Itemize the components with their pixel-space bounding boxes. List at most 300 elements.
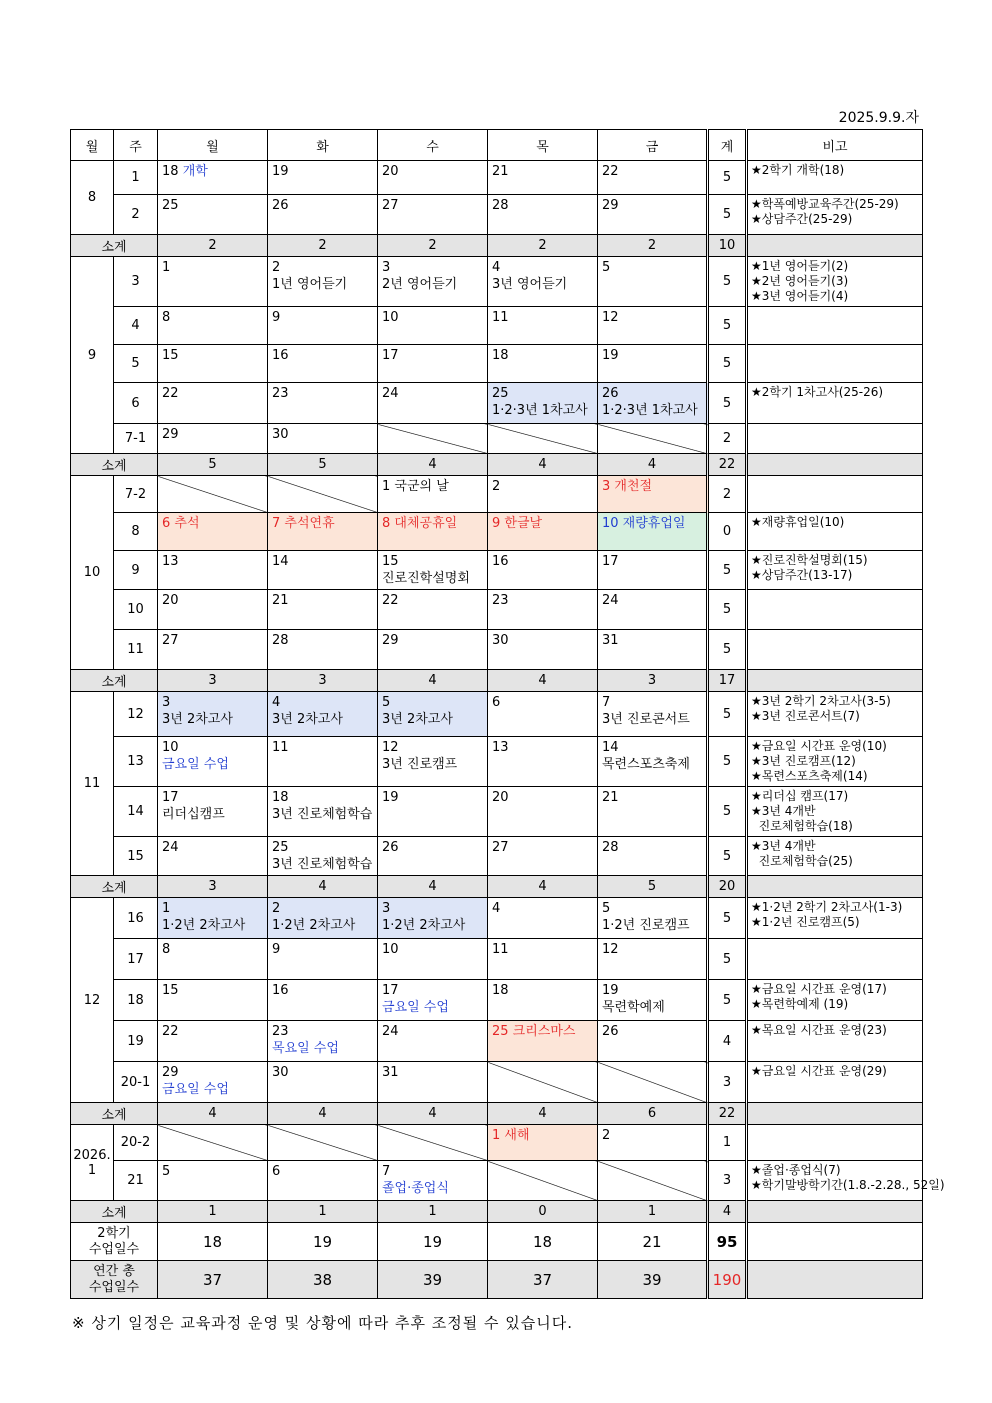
week-row xyxy=(71,737,923,787)
month-cell: 8 xyxy=(71,161,114,235)
day-cell-tue xyxy=(268,383,378,424)
header-sum: 계 xyxy=(708,130,747,161)
week-number: 20-1 xyxy=(114,1062,158,1103)
week-row xyxy=(71,787,923,837)
note-item: ★1·2년 2학기 2차고사(1-3) xyxy=(751,900,903,914)
day-event: 1년 영어듣기 xyxy=(272,277,348,292)
year-days-thu: 37 xyxy=(488,1261,598,1299)
note-item: ★학기말방학기간(1.8.-2.28., 52일) xyxy=(751,1178,945,1192)
note-item: ★3년 진로콘서트(7) xyxy=(751,709,860,723)
day-cell-fri xyxy=(598,692,708,737)
day-cell-tue xyxy=(268,939,378,980)
day-event: 리더십캠프 xyxy=(162,807,225,822)
day-number: 19 xyxy=(602,348,619,363)
note-item: 진로체험학습(25) xyxy=(751,854,853,868)
day-number: 16 xyxy=(272,983,289,998)
day-cell-fri xyxy=(598,980,708,1021)
day-cell-fri xyxy=(598,1021,708,1062)
week-number: 16 xyxy=(114,898,158,939)
subtotal-sum: 10 xyxy=(708,235,747,257)
day-cell-wed xyxy=(378,1161,488,1201)
week-row xyxy=(71,590,923,630)
subtotal-note xyxy=(747,454,923,476)
week-number: 15 xyxy=(114,837,158,876)
week-number: 11 xyxy=(114,630,158,670)
day-cell-wed xyxy=(378,692,488,737)
day-cell-tue xyxy=(268,898,378,939)
note-cell xyxy=(747,195,923,235)
day-event: 목련학예제 xyxy=(602,1000,665,1015)
day-cell-wed xyxy=(378,383,488,424)
day-cell-wed xyxy=(378,513,488,551)
month-cell: 11 xyxy=(71,692,114,876)
day-cell-fri xyxy=(598,345,708,383)
note-item: ★3년 4개반 xyxy=(751,839,816,853)
day-event: 1·2년 2차고사 xyxy=(382,918,466,933)
week-row xyxy=(71,161,923,195)
day-number: 7 추석연휴 xyxy=(272,516,335,531)
week-total: 5 xyxy=(708,257,747,307)
week-number: 3 xyxy=(114,257,158,307)
day-event: 금요일 수업 xyxy=(162,1082,229,1097)
header-tue: 화 xyxy=(268,130,378,161)
day-cell-thu xyxy=(488,1125,598,1161)
note-item: ★3년 진로캠프(12) xyxy=(751,754,856,768)
week-number: 12 xyxy=(114,692,158,737)
subtotal-label: 소계 xyxy=(71,454,158,476)
day-cell-tue xyxy=(268,257,378,307)
subtotal-fri: 3 xyxy=(598,670,708,692)
note-item: ★졸업·종업식(7) xyxy=(751,1163,841,1177)
month-cell: 2026. 1 xyxy=(71,1125,114,1201)
week-row xyxy=(71,383,923,424)
day-number: 9 한글날 xyxy=(492,516,543,531)
day-number: 5 xyxy=(602,260,611,275)
week-total: 5 xyxy=(708,939,747,980)
week-row xyxy=(71,1021,923,1062)
day-number: 3 개천절 xyxy=(602,479,653,494)
subtotal-sum: 20 xyxy=(708,876,747,898)
day-cell-mon xyxy=(158,513,268,551)
day-event: 1·2년 2차고사 xyxy=(272,918,356,933)
week-total: 3 xyxy=(708,1062,747,1103)
day-cell-wed xyxy=(378,939,488,980)
note-cell xyxy=(747,590,923,630)
note-item: ★2년 영어듣기(3) xyxy=(751,274,849,288)
year-days-label: 연간 총 수업일수 xyxy=(71,1261,158,1299)
subtotal-label: 소계 xyxy=(71,876,158,898)
day-cell-thu xyxy=(488,692,598,737)
week-total: 5 xyxy=(708,383,747,424)
week-row xyxy=(71,257,923,307)
week-number: 5 xyxy=(114,345,158,383)
week-row xyxy=(71,1125,923,1161)
day-number: 10 재량휴업일 xyxy=(602,516,686,531)
day-cell-fri xyxy=(598,476,708,513)
header-fri: 금 xyxy=(598,130,708,161)
week-row xyxy=(71,692,923,737)
note-item: ★금요일 시간표 운영(17) xyxy=(751,982,887,996)
day-cell-wed xyxy=(378,630,488,670)
day-cell-wed xyxy=(378,1021,488,1062)
sem-days-mon: 18 xyxy=(158,1223,268,1261)
year-days-note xyxy=(747,1261,923,1299)
week-number: 19 xyxy=(114,1021,158,1062)
note-cell xyxy=(747,1062,923,1103)
day-event: 3년 진로콘서트 xyxy=(602,712,690,727)
subtotal-note xyxy=(747,876,923,898)
day-number: 11 xyxy=(492,310,509,325)
day-number: 3 xyxy=(162,695,171,710)
day-cell-tue xyxy=(268,980,378,1021)
week-number: 8 xyxy=(114,513,158,551)
year-days-total: 190 xyxy=(708,1261,747,1299)
day-cell-tue xyxy=(268,307,378,345)
subtotal-fri: 5 xyxy=(598,876,708,898)
week-total: 0 xyxy=(708,513,747,551)
subtotal-thu: 4 xyxy=(488,454,598,476)
day-event: 목련스포츠축제 xyxy=(602,757,690,772)
day-number: 21 xyxy=(602,790,619,805)
note-item: ★리더십 캠프(17) xyxy=(751,789,849,803)
subtotal-sum: 17 xyxy=(708,670,747,692)
subtotal-fri: 6 xyxy=(598,1103,708,1125)
subtotal-tue: 3 xyxy=(268,670,378,692)
day-cell-fri xyxy=(598,939,708,980)
note-cell xyxy=(747,476,923,513)
day-number: 18 xyxy=(272,790,289,805)
day-number: 2 xyxy=(492,479,501,494)
day-cell-fri xyxy=(598,898,708,939)
day-number: 30 xyxy=(272,1065,289,1080)
week-total: 3 xyxy=(708,1161,747,1201)
day-cell-mon xyxy=(158,1062,268,1103)
subtotal-wed: 2 xyxy=(378,235,488,257)
day-number: 23 xyxy=(492,593,509,608)
note-cell xyxy=(747,257,923,307)
day-cell-wed xyxy=(378,307,488,345)
subtotal-thu: 4 xyxy=(488,670,598,692)
note-item: ★3년 2학기 2차고사(3-5) xyxy=(751,694,891,708)
day-number: 25 xyxy=(272,840,289,855)
day-cell-mon xyxy=(158,1125,268,1161)
day-event: 3년 2차고사 xyxy=(272,712,343,727)
note-cell xyxy=(747,737,923,787)
day-cell-thu xyxy=(488,737,598,787)
day-event: 1·2년 2차고사 xyxy=(162,918,246,933)
day-cell-mon xyxy=(158,383,268,424)
sem-days-row xyxy=(71,1223,923,1261)
day-number: 24 xyxy=(382,386,399,401)
day-number: 15 xyxy=(382,554,399,569)
day-cell-tue xyxy=(268,787,378,837)
month-cell: 10 xyxy=(71,476,114,670)
note-item: ★2학기 1차고사(25-26) xyxy=(751,385,884,399)
day-cell-mon xyxy=(158,424,268,454)
subtotal-mon: 3 xyxy=(158,876,268,898)
note-item: ★금요일 시간표 운영(29) xyxy=(751,1064,887,1078)
week-number: 21 xyxy=(114,1161,158,1201)
day-cell-fri xyxy=(598,383,708,424)
note-cell xyxy=(747,424,923,454)
day-number: 28 xyxy=(602,840,619,855)
day-cell-tue xyxy=(268,476,378,513)
subtotal-sum: 22 xyxy=(708,1103,747,1125)
day-cell-thu xyxy=(488,476,598,513)
day-number: 28 xyxy=(492,198,509,213)
subtotal-mon: 1 xyxy=(158,1201,268,1223)
day-event: 진로진학설명회 xyxy=(382,571,470,586)
subtotal-note xyxy=(747,670,923,692)
day-number: 17 xyxy=(382,983,399,998)
day-number: 28 xyxy=(272,633,289,648)
week-total: 5 xyxy=(708,345,747,383)
day-number: 10 xyxy=(382,942,399,957)
subtotal-wed: 4 xyxy=(378,1103,488,1125)
day-number: 19 xyxy=(602,983,619,998)
day-number: 5 xyxy=(162,1164,171,1179)
day-number: 20 xyxy=(162,593,179,608)
day-number: 6 xyxy=(492,695,501,710)
day-number: 19 xyxy=(382,790,399,805)
subtotal-tue: 5 xyxy=(268,454,378,476)
day-cell-mon xyxy=(158,1161,268,1201)
note-cell xyxy=(747,1161,945,1201)
day-number: 4 xyxy=(492,260,501,275)
day-cell-wed xyxy=(378,476,488,513)
day-number: 1 국군의 날 xyxy=(382,479,449,494)
note-cell xyxy=(747,383,923,424)
day-cell-mon xyxy=(158,737,268,787)
day-number: 25 크리스마스 xyxy=(492,1024,576,1039)
subtotal-tue: 4 xyxy=(268,876,378,898)
subtotal-row xyxy=(71,670,923,692)
week-total: 5 xyxy=(708,551,747,590)
day-cell-mon xyxy=(158,195,268,235)
day-cell-mon xyxy=(158,980,268,1021)
header-month: 월 xyxy=(71,130,114,161)
header-row xyxy=(71,130,923,161)
day-number: 8 xyxy=(162,310,171,325)
day-cell-thu xyxy=(488,424,598,454)
day-number: 8 xyxy=(162,942,171,957)
day-cell-thu xyxy=(488,345,598,383)
note-item: ★목련스포츠축제(14) xyxy=(751,769,868,783)
day-number: 27 xyxy=(382,198,399,213)
subtotal-note xyxy=(747,1201,923,1223)
day-cell-mon xyxy=(158,590,268,630)
day-number: 22 xyxy=(602,164,619,179)
day-cell-thu xyxy=(488,1161,598,1201)
day-cell-mon xyxy=(158,551,268,590)
subtotal-note xyxy=(747,235,923,257)
day-cell-fri xyxy=(598,737,708,787)
day-number: 25 xyxy=(492,386,509,401)
week-row xyxy=(71,424,923,454)
day-cell-thu xyxy=(488,161,598,195)
day-number: 19 xyxy=(272,164,289,179)
day-event: 3년 2차고사 xyxy=(382,712,453,727)
day-cell-mon xyxy=(158,837,268,876)
note-cell xyxy=(747,939,923,980)
day-number: 4 xyxy=(272,695,281,710)
day-number: 15 xyxy=(162,348,179,363)
subtotal-note xyxy=(747,1103,923,1125)
note-item: ★3년 영어듣기(4) xyxy=(751,289,849,303)
day-event: 3년 진로캠프 xyxy=(382,757,458,772)
day-cell-thu xyxy=(488,551,598,590)
note-item: ★금요일 시간표 운영(10) xyxy=(751,739,887,753)
day-number: 30 xyxy=(492,633,509,648)
month-cell: 12 xyxy=(71,898,114,1103)
day-number: 22 xyxy=(162,386,179,401)
day-cell-mon xyxy=(158,630,268,670)
day-number: 6 xyxy=(272,1164,281,1179)
day-number: 8 대체공휴일 xyxy=(382,516,458,531)
note-cell xyxy=(747,1021,923,1062)
sem-days-thu: 18 xyxy=(488,1223,598,1261)
day-cell-wed xyxy=(378,424,488,454)
note-item: ★학폭예방교육주간(25-29) xyxy=(751,197,899,211)
day-cell-fri xyxy=(598,787,708,837)
day-cell-mon xyxy=(158,476,268,513)
day-cell-mon xyxy=(158,898,268,939)
day-number: 3 xyxy=(382,901,391,916)
day-number: 9 xyxy=(272,310,281,325)
note-cell xyxy=(747,1125,923,1161)
note-item: ★1년 영어듣기(2) xyxy=(751,259,849,273)
day-cell-fri xyxy=(598,195,708,235)
day-number: 22 xyxy=(382,593,399,608)
week-row xyxy=(71,837,923,876)
day-cell-tue xyxy=(268,590,378,630)
week-total: 5 xyxy=(708,195,747,235)
day-cell-mon xyxy=(158,161,268,195)
header-wed: 수 xyxy=(378,130,488,161)
year-days-wed: 39 xyxy=(378,1261,488,1299)
note-item: ★상담주간(25-29) xyxy=(751,212,853,226)
subtotal-fri: 1 xyxy=(598,1201,708,1223)
day-number: 26 xyxy=(382,840,399,855)
week-row xyxy=(71,345,923,383)
year-days-tue: 38 xyxy=(268,1261,378,1299)
day-cell-thu xyxy=(488,513,598,551)
day-event: 3년 영어듣기 xyxy=(492,277,568,292)
subtotal-mon: 2 xyxy=(158,235,268,257)
note-cell xyxy=(747,345,923,383)
week-row xyxy=(71,1161,923,1201)
day-number: 12 xyxy=(382,740,399,755)
subtotal-sum: 22 xyxy=(708,454,747,476)
day-number: 29 xyxy=(382,633,399,648)
week-number: 6 xyxy=(114,383,158,424)
week-row xyxy=(71,195,923,235)
day-cell-tue xyxy=(268,551,378,590)
week-number: 4 xyxy=(114,307,158,345)
header-mon: 월 xyxy=(158,130,268,161)
day-cell-fri xyxy=(598,307,708,345)
day-cell-wed xyxy=(378,551,488,590)
day-cell-fri xyxy=(598,424,708,454)
week-number: 14 xyxy=(114,787,158,837)
year-days-fri: 39 xyxy=(598,1261,708,1299)
day-event: 1·2·3년 1차고사 xyxy=(602,403,698,418)
subtotal-thu: 4 xyxy=(488,876,598,898)
day-cell-tue xyxy=(268,1125,378,1161)
subtotal-fri: 4 xyxy=(598,454,708,476)
day-event: 3년 진로체험학습 xyxy=(272,857,373,872)
note-item: ★2학기 개학(18) xyxy=(751,163,845,177)
subtotal-tue: 2 xyxy=(268,235,378,257)
day-event: 2년 영어듣기 xyxy=(382,277,458,292)
day-cell-tue xyxy=(268,1021,378,1062)
note-cell xyxy=(747,630,923,670)
subtotal-thu: 2 xyxy=(488,235,598,257)
day-cell-wed xyxy=(378,737,488,787)
month-cell: 9 xyxy=(71,257,114,454)
day-number: 4 xyxy=(492,901,501,916)
day-cell-fri xyxy=(598,161,708,195)
day-number: 24 xyxy=(162,840,179,855)
note-cell xyxy=(747,161,923,195)
day-number: 24 xyxy=(602,593,619,608)
day-number: 16 xyxy=(492,554,509,569)
day-cell-fri xyxy=(598,837,708,876)
day-cell-fri xyxy=(598,513,708,551)
day-cell-mon xyxy=(158,345,268,383)
week-total: 2 xyxy=(708,476,747,513)
week-number: 17 xyxy=(114,939,158,980)
day-number: 23 xyxy=(272,386,289,401)
subtotal-sum: 4 xyxy=(708,1201,747,1223)
day-cell-thu xyxy=(488,939,598,980)
week-total: 5 xyxy=(708,692,747,737)
day-number: 18 xyxy=(492,983,509,998)
year-days-mon: 37 xyxy=(158,1261,268,1299)
day-cell-wed xyxy=(378,837,488,876)
day-number: 22 xyxy=(162,1024,179,1039)
week-total: 4 xyxy=(708,1021,747,1062)
day-cell-fri xyxy=(598,1161,708,1201)
day-number: 12 xyxy=(602,942,619,957)
day-cell-thu xyxy=(488,1062,598,1103)
sem-days-label: 2학기 수업일수 xyxy=(71,1223,158,1261)
note-item: 진로체험학습(18) xyxy=(751,819,853,833)
subtotal-mon: 5 xyxy=(158,454,268,476)
day-number: 10 xyxy=(162,740,179,755)
day-event: 목요일 수업 xyxy=(272,1041,339,1056)
day-cell-wed xyxy=(378,590,488,630)
subtotal-thu: 4 xyxy=(488,1103,598,1125)
day-number: 17 xyxy=(382,348,399,363)
day-number: 6 추석 xyxy=(162,516,200,531)
day-cell-thu xyxy=(488,630,598,670)
day-number: 7 xyxy=(382,1164,391,1179)
week-number: 10 xyxy=(114,590,158,630)
day-number: 27 xyxy=(492,840,509,855)
week-total: 5 xyxy=(708,837,747,876)
week-total: 5 xyxy=(708,630,747,670)
day-number: 7 xyxy=(602,695,611,710)
subtotal-row xyxy=(71,1201,923,1223)
day-number: 17 xyxy=(162,790,179,805)
subtotal-wed: 4 xyxy=(378,454,488,476)
subtotal-row xyxy=(71,235,923,257)
day-cell-thu xyxy=(488,787,598,837)
day-cell-fri xyxy=(598,590,708,630)
subtotal-fri: 2 xyxy=(598,235,708,257)
week-total: 5 xyxy=(708,307,747,345)
